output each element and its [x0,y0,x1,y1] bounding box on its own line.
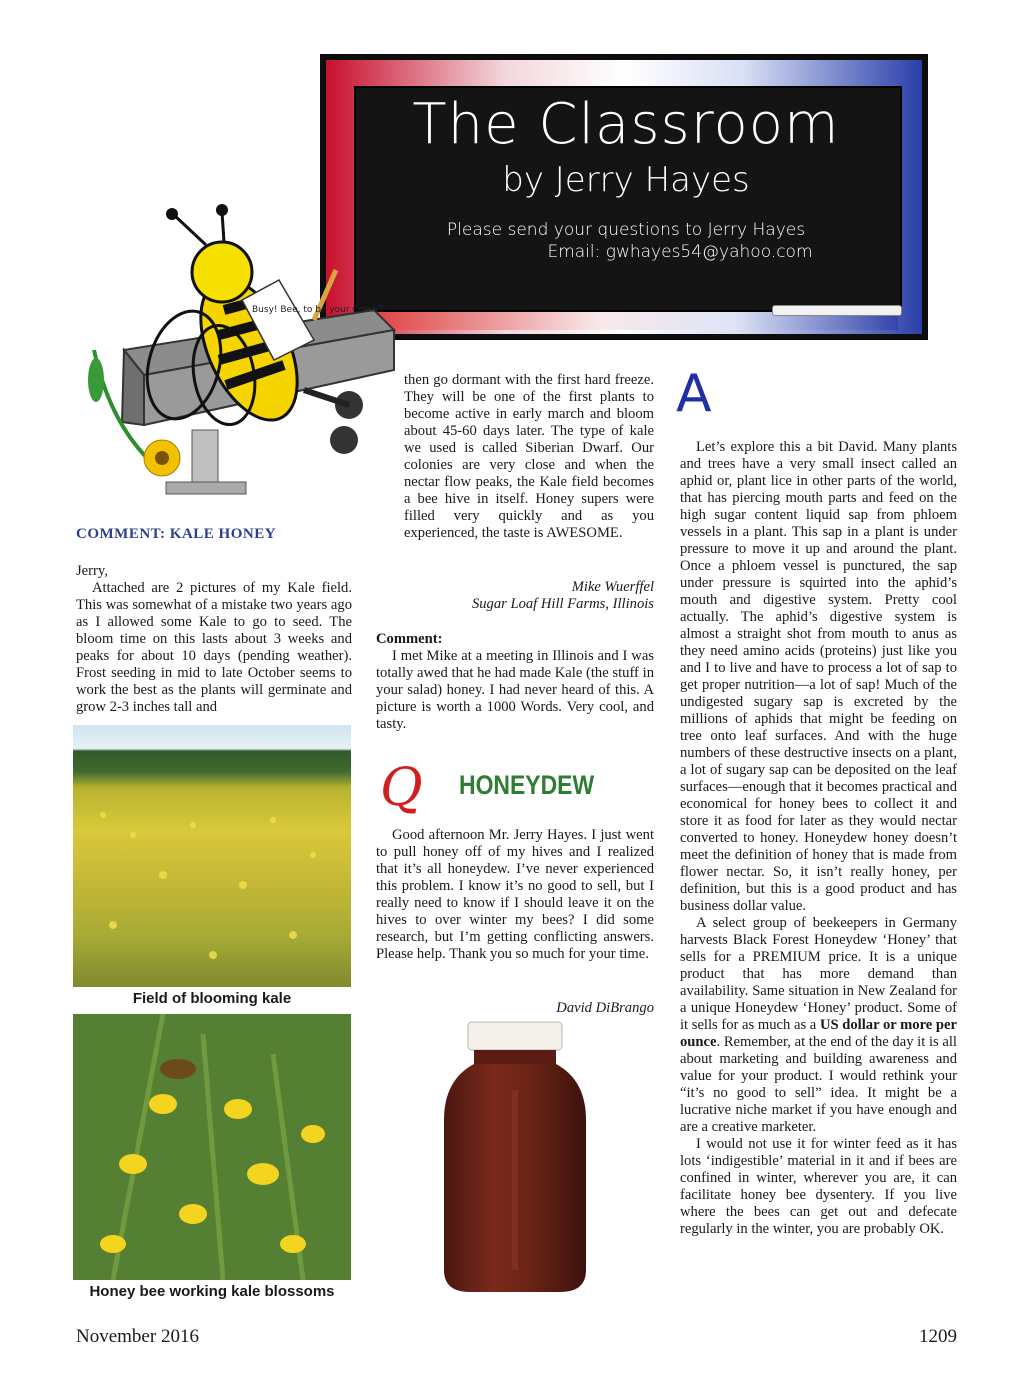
photo-caption-bee: Honey bee working kale blossoms [89,1283,335,1300]
page-number: 1209 [919,1326,957,1347]
bee-at-desk-illustration [74,200,404,500]
question-heading: HONEYDEW [459,770,595,800]
signature-org: Sugar Loaf Hill Farms, Illinois [471,596,654,612]
answer-body [680,439,957,1238]
question-text: Good afternoon Mr. Jerry Hayes. I just went to pull honey off of my hives and I realized that it’s all honeydew. I’ve never experienced this problem. I know it’s no good to sell, but I really need to know if I should leave it on the hives to over winter my bees? I did some research, but I’m getting conflicting answers. Please help. Thank you so much for your time. [376,827,654,962]
editor-comment [376,631,654,733]
comment-heading: COMMENT: KALE HONEY [76,526,277,542]
question-signature: David DiBrango [556,1000,654,1016]
question-letter: Q [380,758,423,818]
comment-label: Comment: [376,631,443,647]
mike-signature [376,579,654,613]
answer-paragraph-2 [680,915,957,1136]
note-paper-text: Busy! Bee, to be your Comb? [252,305,384,315]
signature-name: Mike Wuerffel [571,579,654,595]
bee-on-kale-photo [73,1014,351,1280]
email-line: Email: gwhayes54@yahoo.com [547,242,813,262]
honey-bee-icon [160,1059,196,1079]
letter-paragraph-part1: Attached are 2 pictures of my Kale field. This was somewhat of a mistake two years ago as I allowed some Kale to go to seed. The bloom time on this lasts about 3 weeks and peaks for about 10 days (pending weather). Frost seeding in mid to late October seems to work the best as the plants will germinate and grow 2-3 inches tall and [76,580,352,715]
answer-letter: A [676,364,712,424]
question-body [376,827,654,963]
answer-paragraph-3: I would not use it for winter feed as it has lots ‘indigestible’ material in it and if bees are confined in winter, wherever you are, it can facilitate honey bee dysentery. If you live where the bees can get out and defecate regularly in the winter, you are probably OK. [680,1136,957,1237]
comment-letter-col2 [376,372,654,542]
answer-p2-text-b: . Remember, at the end of the day it is all about marketing and building awareness and value for your product. I would rethink your “it’s no good to sell” idea. It might be a lucrative niche market if you have enough and are a creative marketer. [680,1034,957,1135]
send-questions-line: Please send your questions to Jerry Hayes [446,220,806,240]
answer-p2-text-a: A select group of beekeepers in Germany harvests Black Forest Honeydew ‘Honey’ that sells for a PREMIUM price. It is a unique product that has more demand than availability. Same situation in New Zealand for a unique Honeydew ‘Honey’ product. Some of it sells for as much as a [680,915,957,1033]
answer-p2-bold: US dollar or more per ounce [680,1017,958,1050]
answer-paragraph-1: Let’s explore this a bit David. Many plants and trees have a very small insect called an aphid or, plant lice in other parts of the world, that has piercing mouth parts and feed on the high sugar content liquid sap from phloem vessels in a plant. This sap in a plant is under pressure to move it up and around the plant. Once a phloem vessel is punctured, the sap under pressure is squirted into the aphid’s mouth and digestive system. Pretty cool actually. The aphid’s digestive system is almost a straight shot from mouth to anus as they need amino acids (proteins) just like you and I to live and have to process a lot of sap to get proper nutrition—a lot of sap! Much of the undigested sugary sap is excreted by the millions of aphids that might be feeding on tree onto leaf surfaces. And with the huge numbers of these destructive insects on a plant, a lot of sugary sap can be deposited on the leaf surfaces—enough that it becomes practical and economical for honey bees to collect it and store it as food for later as they would nectar converted to honey. Honeydew honey doesn’t meet the definition of honey that is made from flower nectar. So, it isn’t really honey, per definition, but this is a good product and has business dollar value. [680,439,957,914]
salutation: Jerry, [76,563,108,579]
column-byline: by Jerry Hayes [502,160,750,200]
honeydew-jar-image [440,1020,590,1296]
comment-text: I met Mike at a meeting in Illinois and I was totally awed that he had made Kale (the stuff in your salad) honey. I had never heard of this. A picture is worth a 1000 Words. Very cool, and tasty. [376,648,654,732]
kale-field-photo [73,725,351,987]
chalk-stick-icon [772,305,902,316]
comment-letter-col1 [76,563,352,716]
footer-date: November 2016 [76,1326,199,1347]
photo-caption-field: Field of blooming kale [132,990,292,1007]
letter-paragraph-part2: then go dormant with the first hard freeze. They will be one of the first plants to become active in early march and bloom about 45-60 days later. The type of kale we used is called Siberian Dwarf. Our colonies are very close and when the nectar flow peaks, the Kale field becomes a bee hive in itself. Honey supers were filled very quickly and as you experienced, the taste is AWESOME. [404,372,654,541]
column-title: The Classroom [412,92,840,157]
